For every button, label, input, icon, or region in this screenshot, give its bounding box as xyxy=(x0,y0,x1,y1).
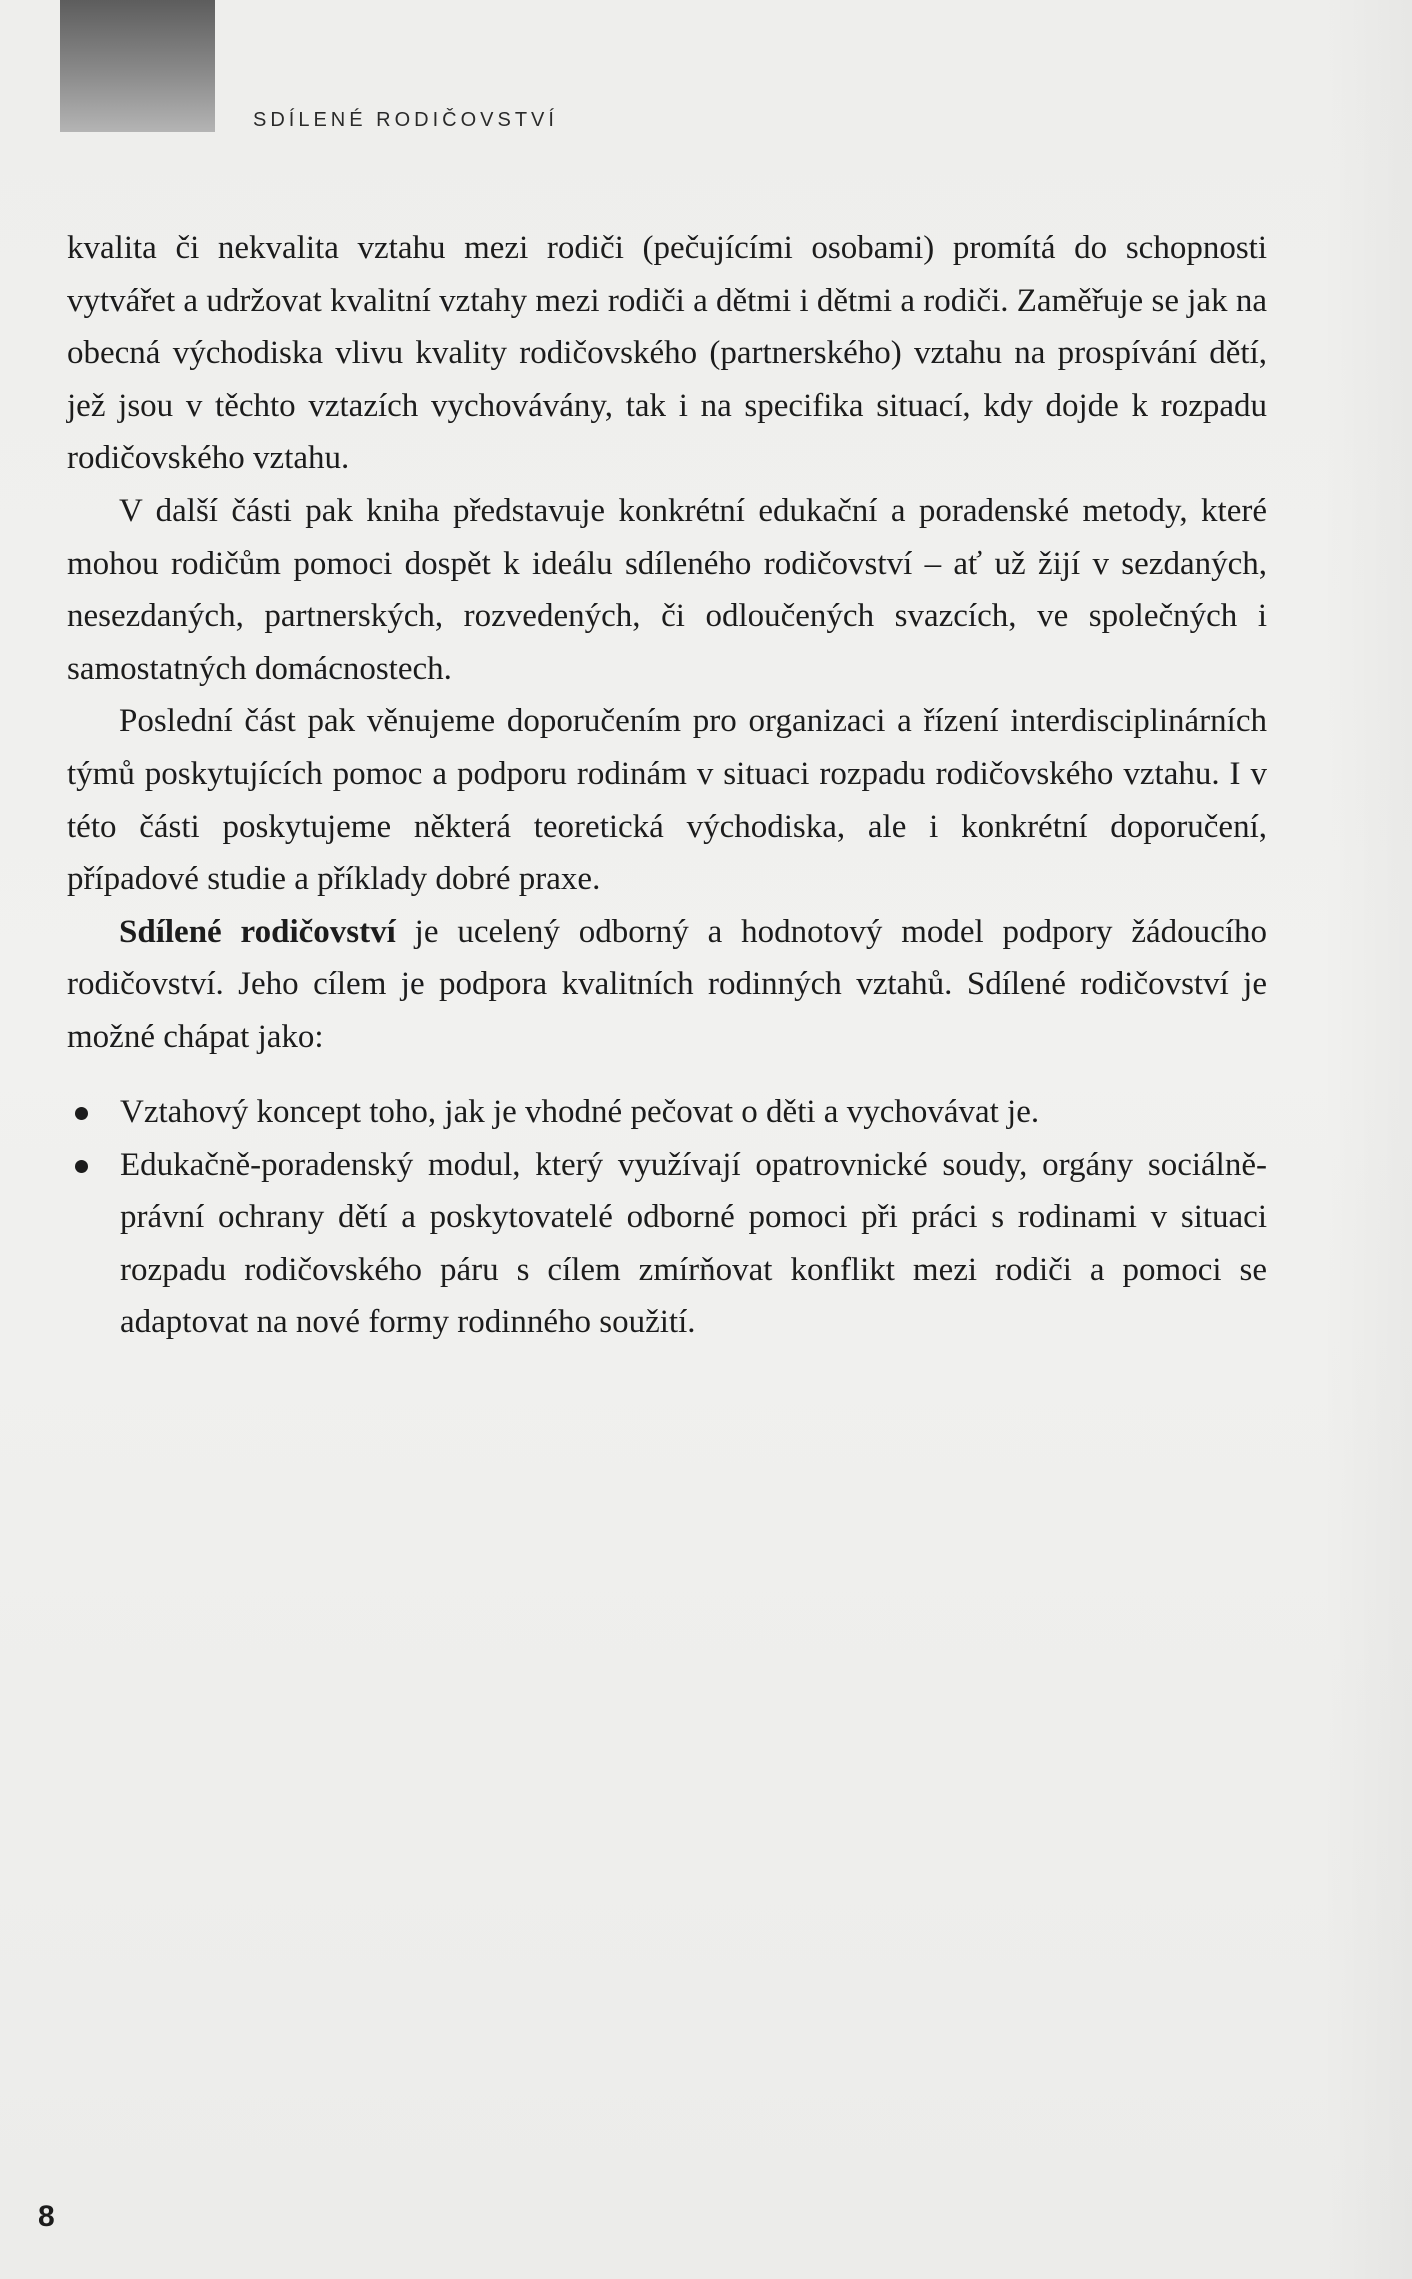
list-item-text: Edukačně-poradenský modul, který využívají opatrovnické soudy, orgány sociálně-právní ochrany dětí a poskytovatelé odborné pomoci při práci s rodinami v situaci rozpadu rodičovského páru s cílem zmírňovat konflikt mezi rodiči a pomoci se adaptovat na nové formy rodinného soužití. xyxy=(120,1146,1267,1341)
page-edge-shade xyxy=(1322,0,1412,2279)
list-item xyxy=(67,1086,1267,1139)
bullet-list xyxy=(67,1086,1267,1349)
list-item-text: Vztahový koncept toho, jak je vhodné pečovat o děti a vychovávat je. xyxy=(120,1094,1040,1130)
paragraph-2: V další části pak kniha představuje konkrétní edukační a poradenské metody, které mohou rodičům pomoci dospět k ideálu sdíleného rodičovství – ať už žijí v sezdaných, nesezdaných, partnerských, rozvedených, či odloučených svazcích, ve společných i samostatných domácnostech. xyxy=(67,492,1267,687)
list-item xyxy=(67,1139,1267,1349)
header-decor-block xyxy=(60,0,215,132)
body-text xyxy=(67,222,1267,1064)
definition-term: Sdílené rodičovství xyxy=(119,913,396,950)
page-number: 8 xyxy=(38,2200,55,2233)
paragraph-1: kvalita či nekvalita vztahu mezi rodiči (pečujícími osobami) promítá do schopnosti vytvářet a udržovat kvalitní vztahy mezi rodiči a dětmi i dětmi a rodiči. Zaměřuje se jak na obecná východiska vlivu kvality rodičovského (partnerského) vztahu na prospívání dětí, jež jsou v těchto vztazích vychovávány, tak i na specifika situací, kdy dojde k rozpadu rodičovského vztahu. xyxy=(67,230,1267,477)
paragraph-3: Poslední část pak věnujeme doporučením pro organizaci a řízení interdisciplinárních týmů poskytujících pomoc a podporu rodinám v situaci rozpadu rodičovského vztahu. I v této části poskytujeme některá teoretická východiska, ale i konkrétní doporučení, případové studie a příklady dobré praxe. xyxy=(67,703,1267,898)
bullet-dot-icon xyxy=(75,1107,88,1120)
running-head: SDÍLENÉ RODIČOVSTVÍ xyxy=(253,109,558,131)
definition-text: je ucelený odborný a hodnotový model podpory žádoucího rodičovství. Jeho cílem je podpora kvalitních rodinných vztahů. Sdílené rodičovství je možné chápat jako: xyxy=(67,913,1267,1055)
bullet-dot-icon xyxy=(75,1160,88,1173)
paragraph-definition xyxy=(67,906,1267,1064)
